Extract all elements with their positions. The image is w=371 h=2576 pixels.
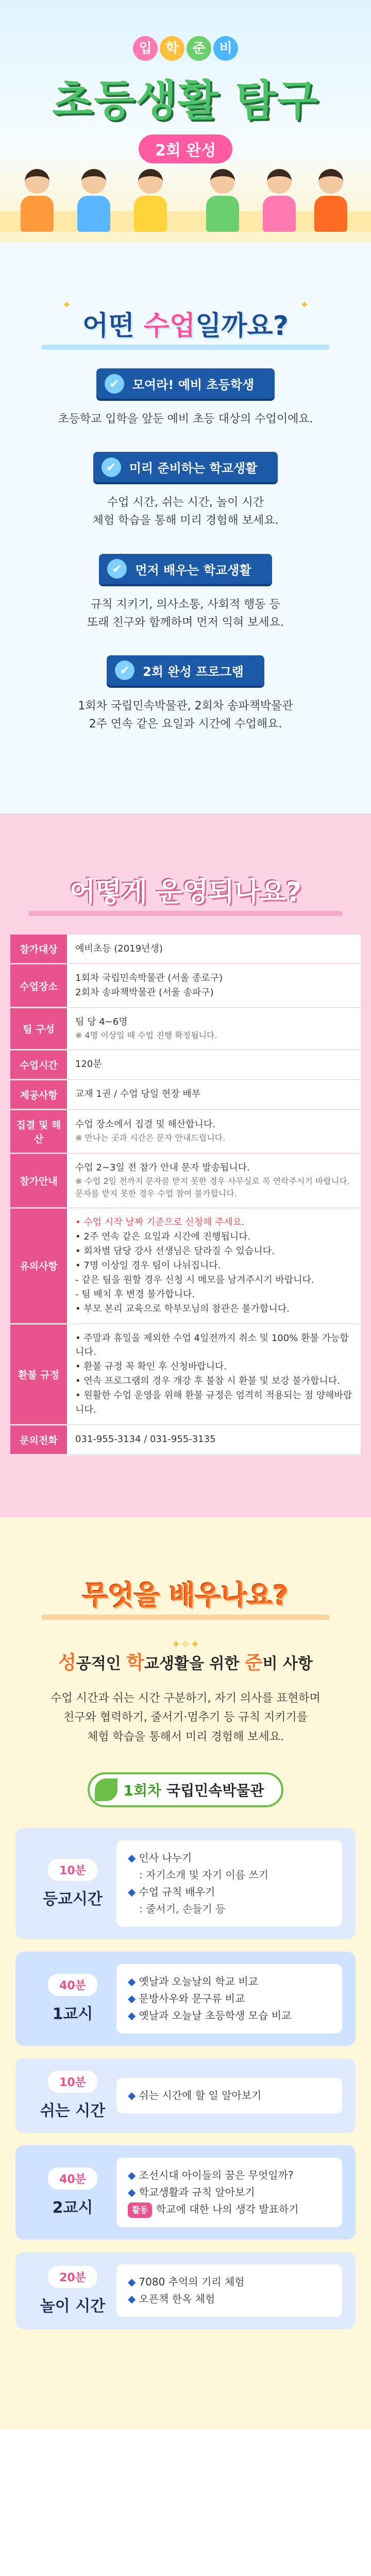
hero-pill: 입 <box>133 36 158 61</box>
hero-pill: 학 <box>160 36 184 61</box>
kid-figure <box>21 169 54 232</box>
activity-tag: 활동 <box>128 2202 152 2218</box>
stars-icon: ✦✧✦ <box>171 1638 200 1651</box>
kids-illustration <box>0 155 371 232</box>
period-name: 쉬는 시간 <box>40 2102 106 2121</box>
operation-title: 어떻게 운영되나요? <box>70 870 301 909</box>
check-icon: ✔ <box>105 374 124 394</box>
period-minutes: 20분 <box>48 2266 97 2288</box>
hero-badge: 2회 완성 <box>139 134 232 163</box>
sparkle-icon: ✦ <box>299 299 309 312</box>
kid-figure <box>77 169 110 232</box>
period-name: 놀이 시간 <box>40 2297 106 2315</box>
period-content: ◆ 7080 추억의 기리 체험 ◆ 오픈책 한옥 체험 <box>116 2264 342 2317</box>
period-card <box>15 1828 356 1939</box>
intro-feature <box>31 368 340 428</box>
sparkle-icon: ✦ <box>62 299 72 312</box>
feature-label: ✔ 먼저 배우는 학교생활 <box>99 554 272 584</box>
table-row: 팀 구성 팀 당 4~6명 ※ 4명 이상일 때 수업 진행 확정됩니다. <box>10 1008 361 1050</box>
hero-pill: 비 <box>213 36 238 61</box>
period-content: ◆ 조선시대 아이들의 꿈은 무엇일까? ◆ 학교생활과 규칙 알아보기 활동 학교에 대한 나의 생각 발표하기 <box>116 2158 342 2227</box>
check-icon: ✔ <box>115 660 134 680</box>
learn-section <box>0 1517 371 2430</box>
round-badge: 1회차 국립민속박물관 <box>88 1772 284 1807</box>
feature-desc: 초등학교 입학을 앞둔 예비 초등 대상의 수업이에요. <box>58 413 313 426</box>
leaf-icon <box>95 1778 117 1801</box>
intro-section <box>0 242 371 814</box>
table-row: 문의전화 031-955-3134 / 031-955-3135 <box>10 1425 361 1454</box>
period-card <box>15 2058 356 2133</box>
intro-feature <box>31 554 340 632</box>
hero-pills <box>0 0 371 61</box>
hero-title: 초등생활 탐구 <box>52 76 319 125</box>
table-row: 참가대상 예비초등 (2019년생) <box>10 935 361 964</box>
period-card <box>15 2145 356 2240</box>
learn-title: 무엇을 배우나요? <box>82 1574 289 1613</box>
period-name: 등교시간 <box>43 1890 103 1908</box>
kid-figure <box>263 169 296 232</box>
operation-table <box>10 935 361 1455</box>
table-row: 집결 및 해산 수업 장소에서 집결 및 해산합니다. ※ 만나는 곳과 시간은 문자 안내드립니다. <box>10 1109 361 1153</box>
period-content: ◆ 옛날과 오늘날의 학교 비교 ◆ 문방사우와 문구류 비교 ◆ 옛날과 오늘날 초등학생 모습 비교 <box>116 1964 342 2033</box>
period-name: 1교시 <box>52 2005 93 2024</box>
feature-desc: 규칙 지키기, 의사소통, 사회적 행동 등 또래 친구와 함께하며 먼저 익혀 보세요. <box>87 598 284 629</box>
table-row: 제공사항 교재 1권 / 수업 당일 현장 배부 <box>10 1079 361 1109</box>
period-name: 2교시 <box>52 2199 93 2217</box>
period-card <box>15 1952 356 2046</box>
operation-section <box>0 814 371 1517</box>
period-content: ◆ 쉬는 시간에 할 일 알아보기 <box>116 2078 342 2113</box>
learn-subhead: 성공적인 학교생활을 위한 준비 사항 <box>58 1652 313 1673</box>
learn-lead: 수업 시간과 쉬는 시간 구분하기, 자기 의사를 표현하며 친구와 협력하기, 줄서기·멈추기 등 규칙 지키기를 체험 학습을 통해서 미리 경험해 보세요. <box>50 1691 321 1743</box>
period-minutes: 10분 <box>48 2071 97 2093</box>
hero-pill: 준 <box>187 36 211 61</box>
feature-desc: 1회차 국립민속박물관, 2회차 송파책박물관 2주 연속 같은 요일과 시간에 수업해요. <box>78 699 293 731</box>
period-content: ◆ 인사 나누기 : 자기소개 및 자기 이름 쓰기 ◆ 수업 규칙 배우기 : 줄서기, 손들기 등 <box>116 1840 342 1927</box>
kid-figure <box>206 169 239 232</box>
intro-title: ✦ ✦ 어떤 수업일까요? <box>82 304 289 343</box>
check-icon: ✔ <box>102 457 121 477</box>
intro-feature <box>31 655 340 733</box>
table-row: 유의사항 • 수업 시작 날짜 기준으로 신청해 주세요. • 2주 연속 같은 요일과 시간에 진행됩니다. • 회차별 담당 강사 선생님은 달라질 수 있습니다. • 7명 이상일 경우 팀이 나뉘집니다. - 같은 팀을 원할 경우 신청 시 메모를 남겨주시기 바랍니다. - 팀 배치 후 변경 불가합니다. • 부모 본리 교육으로 학부모님의 참관은 불가합니다. <box>10 1208 361 1324</box>
feature-label: ✔ 2회 완성 프로그램 <box>107 655 264 686</box>
period-card <box>15 2252 356 2329</box>
period-minutes: 10분 <box>48 1859 97 1881</box>
table-row: 환불 규정 • 주말과 휴일을 제외한 수업 4일전까지 취소 및 100% 환불 가능합니다. • 환불 규정 꼭 확인 후 신청바랍니다. • 연속 프로그램의 경우 개강 후 불참 시 환불 및 보강 불가합니다. • 원활한 수업 운영을 위해 환불 규정은 엄격히 적용되는 점 양해바랍니다. <box>10 1324 361 1425</box>
contact-phone[interactable]: 031-955-3134 / 031-955-3135 <box>67 1425 361 1454</box>
table-row: 수업시간 120분 <box>10 1049 361 1079</box>
hero-banner <box>0 0 371 242</box>
intro-feature <box>31 452 340 530</box>
check-icon: ✔ <box>107 559 127 579</box>
feature-desc: 수업 시간, 쉬는 시간, 놀이 시간 체험 학습을 통해 미리 경험해 보세요. <box>92 496 279 528</box>
table-row: 참가안내 수업 2~3일 전 참가 안내 문자 발송됩니다. ※ 수업 2일 전까지 문자를 받지 못한 경우 사무실로 꼭 연락주시기 바랍니다. 문자를 받지 못한 경우 수업 참여 불가합니다. <box>10 1153 361 1208</box>
table-row: 수업장소 1회차 국립민속박물관 (서울 종로구) 2회차 송파책박물관 (서울 송파구) <box>10 964 361 1008</box>
period-minutes: 40분 <box>48 1974 97 1996</box>
feature-label: ✔ 미리 준비하는 학교생활 <box>93 452 278 482</box>
period-minutes: 40분 <box>48 2167 97 2190</box>
kid-figure <box>314 169 347 232</box>
kid-figure <box>134 169 167 232</box>
feature-label: ✔ 모여라! 예비 초등학생 <box>96 368 275 399</box>
